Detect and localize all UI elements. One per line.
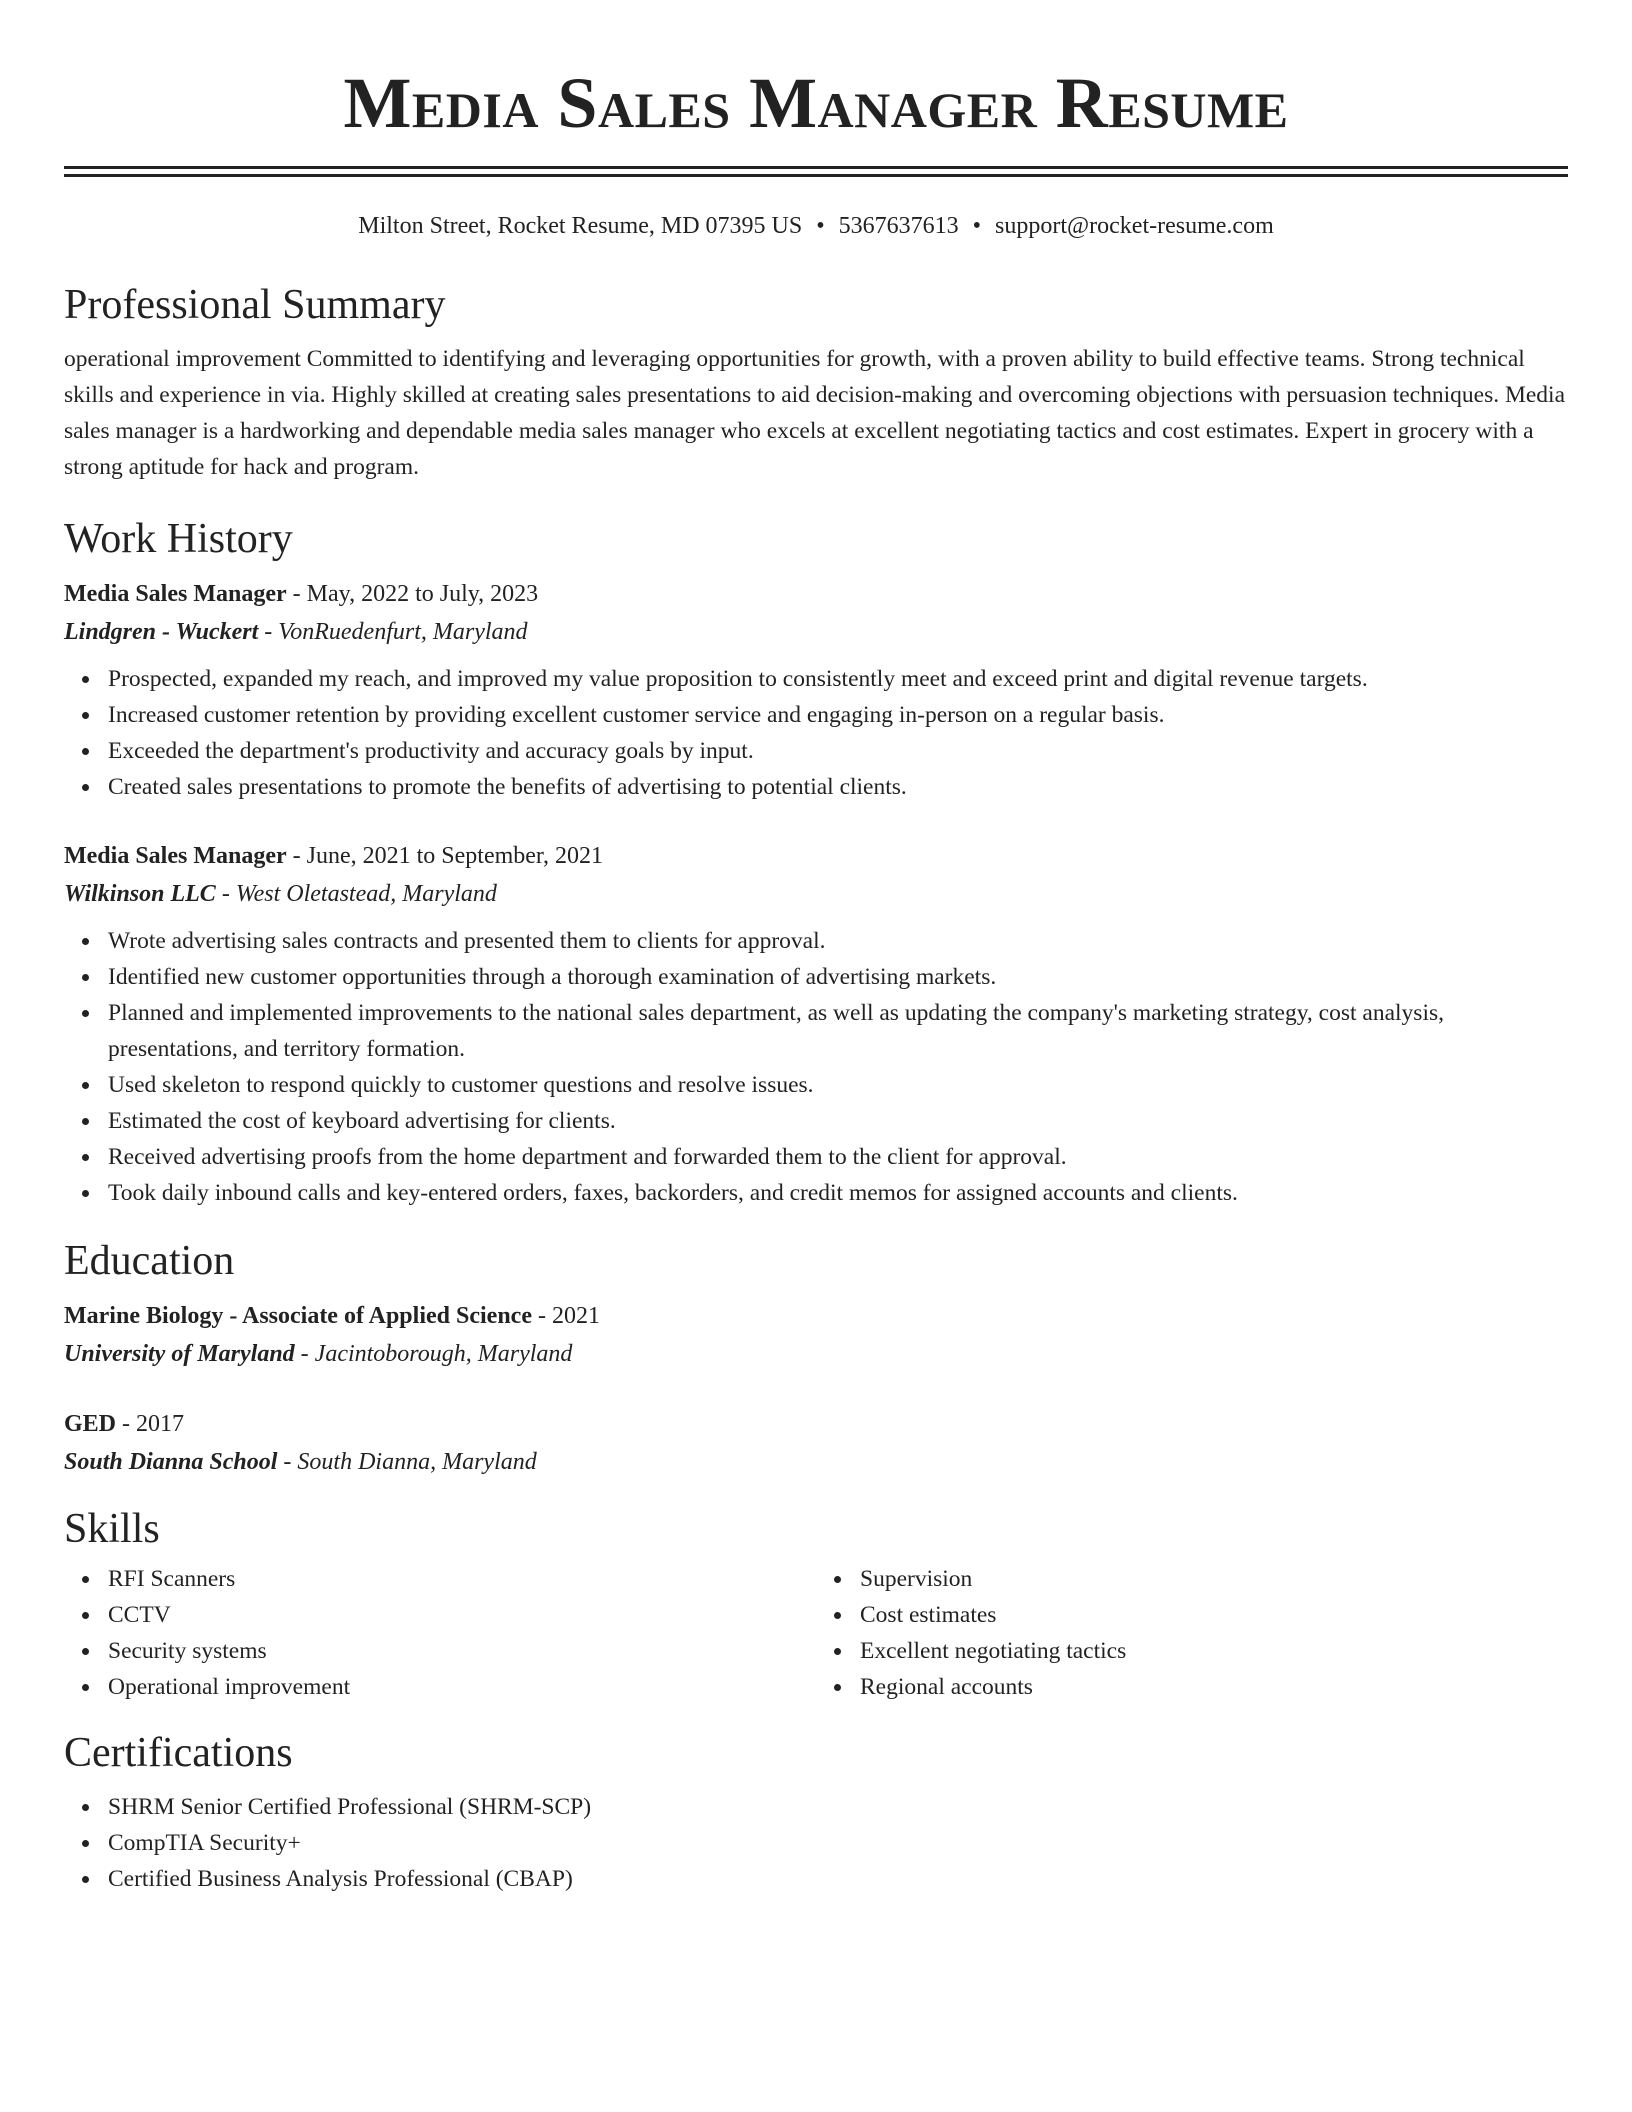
job-title-line [64,575,1568,613]
job-bullet: Estimated the cost of keyboard advertising for clients. [108,1103,1568,1139]
contact-phone: 5367637613 [838,213,959,239]
education-location: - Jacintoborough, Maryland [294,1341,573,1367]
education-entry [64,1405,1568,1481]
education-year: - 2021 [531,1303,600,1329]
contact-address: Milton Street, Rocket Resume, MD 07395 US [358,213,803,239]
summary-heading: Professional Summary [64,282,446,328]
job-bullet: Planned and implemented improvements to the national sales department, as well as updating the company's marketing strategy, cost analysis, presentations, and territory formation. [108,995,1568,1067]
skill-item: Excellent negotiating tactics [860,1633,1568,1669]
job-company-line [64,613,1568,651]
education-school: University of Maryland [64,1341,295,1367]
job-bullets [64,923,1568,1211]
skills-column-right [816,1561,1568,1705]
skills-heading: Skills [64,1506,160,1552]
skill-item: Security systems [108,1633,816,1669]
certification-item: SHRM Senior Certified Professional (SHRM-SCP) [108,1789,1568,1825]
skills-list [816,1561,1568,1705]
certifications-heading: Certifications [64,1730,293,1776]
certification-item: CompTIA Security+ [108,1825,1568,1861]
skill-item: Cost estimates [860,1597,1568,1633]
summary-text: operational improvement Committed to identifying and leveraging opportunities for growth, with a proven ability to build effective teams. Strong technical skills and experience in via. Highly skilled at creating sales presentations to aid decision-making and overcoming objections with persuasion techniques. Media sales manager is a hardworking and dependable media sales manager who excels at excellent negotiating tactics and cost estimates. Expert in grocery with a strong aptitude for hack and program. [64,346,1566,480]
job-location: - West Oletastead, Maryland [215,881,497,907]
skill-item: Regional accounts [860,1669,1568,1705]
job-bullet: Identified new customer opportunities through a thorough examination of advertising markets. [108,959,1568,995]
job-location: - VonRuedenfurt, Maryland [258,619,528,645]
skills-column-left [64,1561,816,1705]
job-bullet: Took daily inbound calls and key-entered orders, faxes, backorders, and credit memos for assigned accounts and clients. [108,1175,1568,1211]
job-bullets [64,661,1568,805]
skill-item: CCTV [108,1597,816,1633]
job-entry [64,575,1568,805]
education-degree: Marine Biology - Associate of Applied Science [64,1303,532,1329]
job-dates: - May, 2022 to July, 2023 [286,581,539,607]
job-company: Wilkinson LLC [64,881,216,907]
job-company-line [64,875,1568,913]
job-bullet: Exceeded the department's productivity and accuracy goals by input. [108,733,1568,769]
education-degree: GED [64,1411,117,1437]
education-entry [64,1297,1568,1373]
job-title: Media Sales Manager [64,843,287,869]
education-year: - 2017 [116,1411,185,1437]
education-school-line [64,1335,1568,1373]
skill-item: Operational improvement [108,1669,816,1705]
job-title: Media Sales Manager [64,581,287,607]
education-school-line [64,1443,1568,1481]
education-heading: Education [64,1238,235,1284]
job-bullet: Received advertising proofs from the home department and forwarded them to the client for approval. [108,1139,1568,1175]
contact-email: support@rocket-resume.com [995,213,1274,239]
skill-item: Supervision [860,1561,1568,1597]
job-bullet: Wrote advertising sales contracts and presented them to clients for approval. [108,923,1568,959]
skills-grid [64,1561,1568,1705]
certification-item: Certified Business Analysis Professional (CBAP) [108,1861,1568,1897]
job-bullet: Used skeleton to respond quickly to customer questions and resolve issues. [108,1067,1568,1103]
education-school: South Dianna School [64,1449,278,1475]
skill-item: RFI Scanners [108,1561,816,1597]
job-title-line [64,837,1568,875]
education-degree-line [64,1405,1568,1443]
job-bullet: Created sales presentations to promote the benefits of advertising to potential clients. [108,769,1568,805]
skills-list [64,1561,816,1705]
education-location: - South Dianna, Maryland [277,1449,537,1475]
job-company: Lindgren - Wuckert [64,619,259,645]
contact-line [64,211,1568,241]
contact-separator: • [972,213,982,239]
contact-separator: • [816,213,825,239]
work-history-heading: Work History [64,516,293,562]
education-degree-line [64,1297,1568,1335]
job-bullet: Increased customer retention by providing excellent customer service and engaging in-person on a regular basis. [108,697,1568,733]
certifications-list [64,1789,1568,1897]
job-bullet: Prospected, expanded my reach, and improved my value proposition to consistently meet and exceed print and digital revenue targets. [108,661,1568,697]
resume-title: Media Sales Manager Resume [343,63,1289,143]
job-dates: - June, 2021 to September, 2021 [286,843,603,869]
job-entry [64,837,1568,1211]
title-divider [64,166,1568,177]
